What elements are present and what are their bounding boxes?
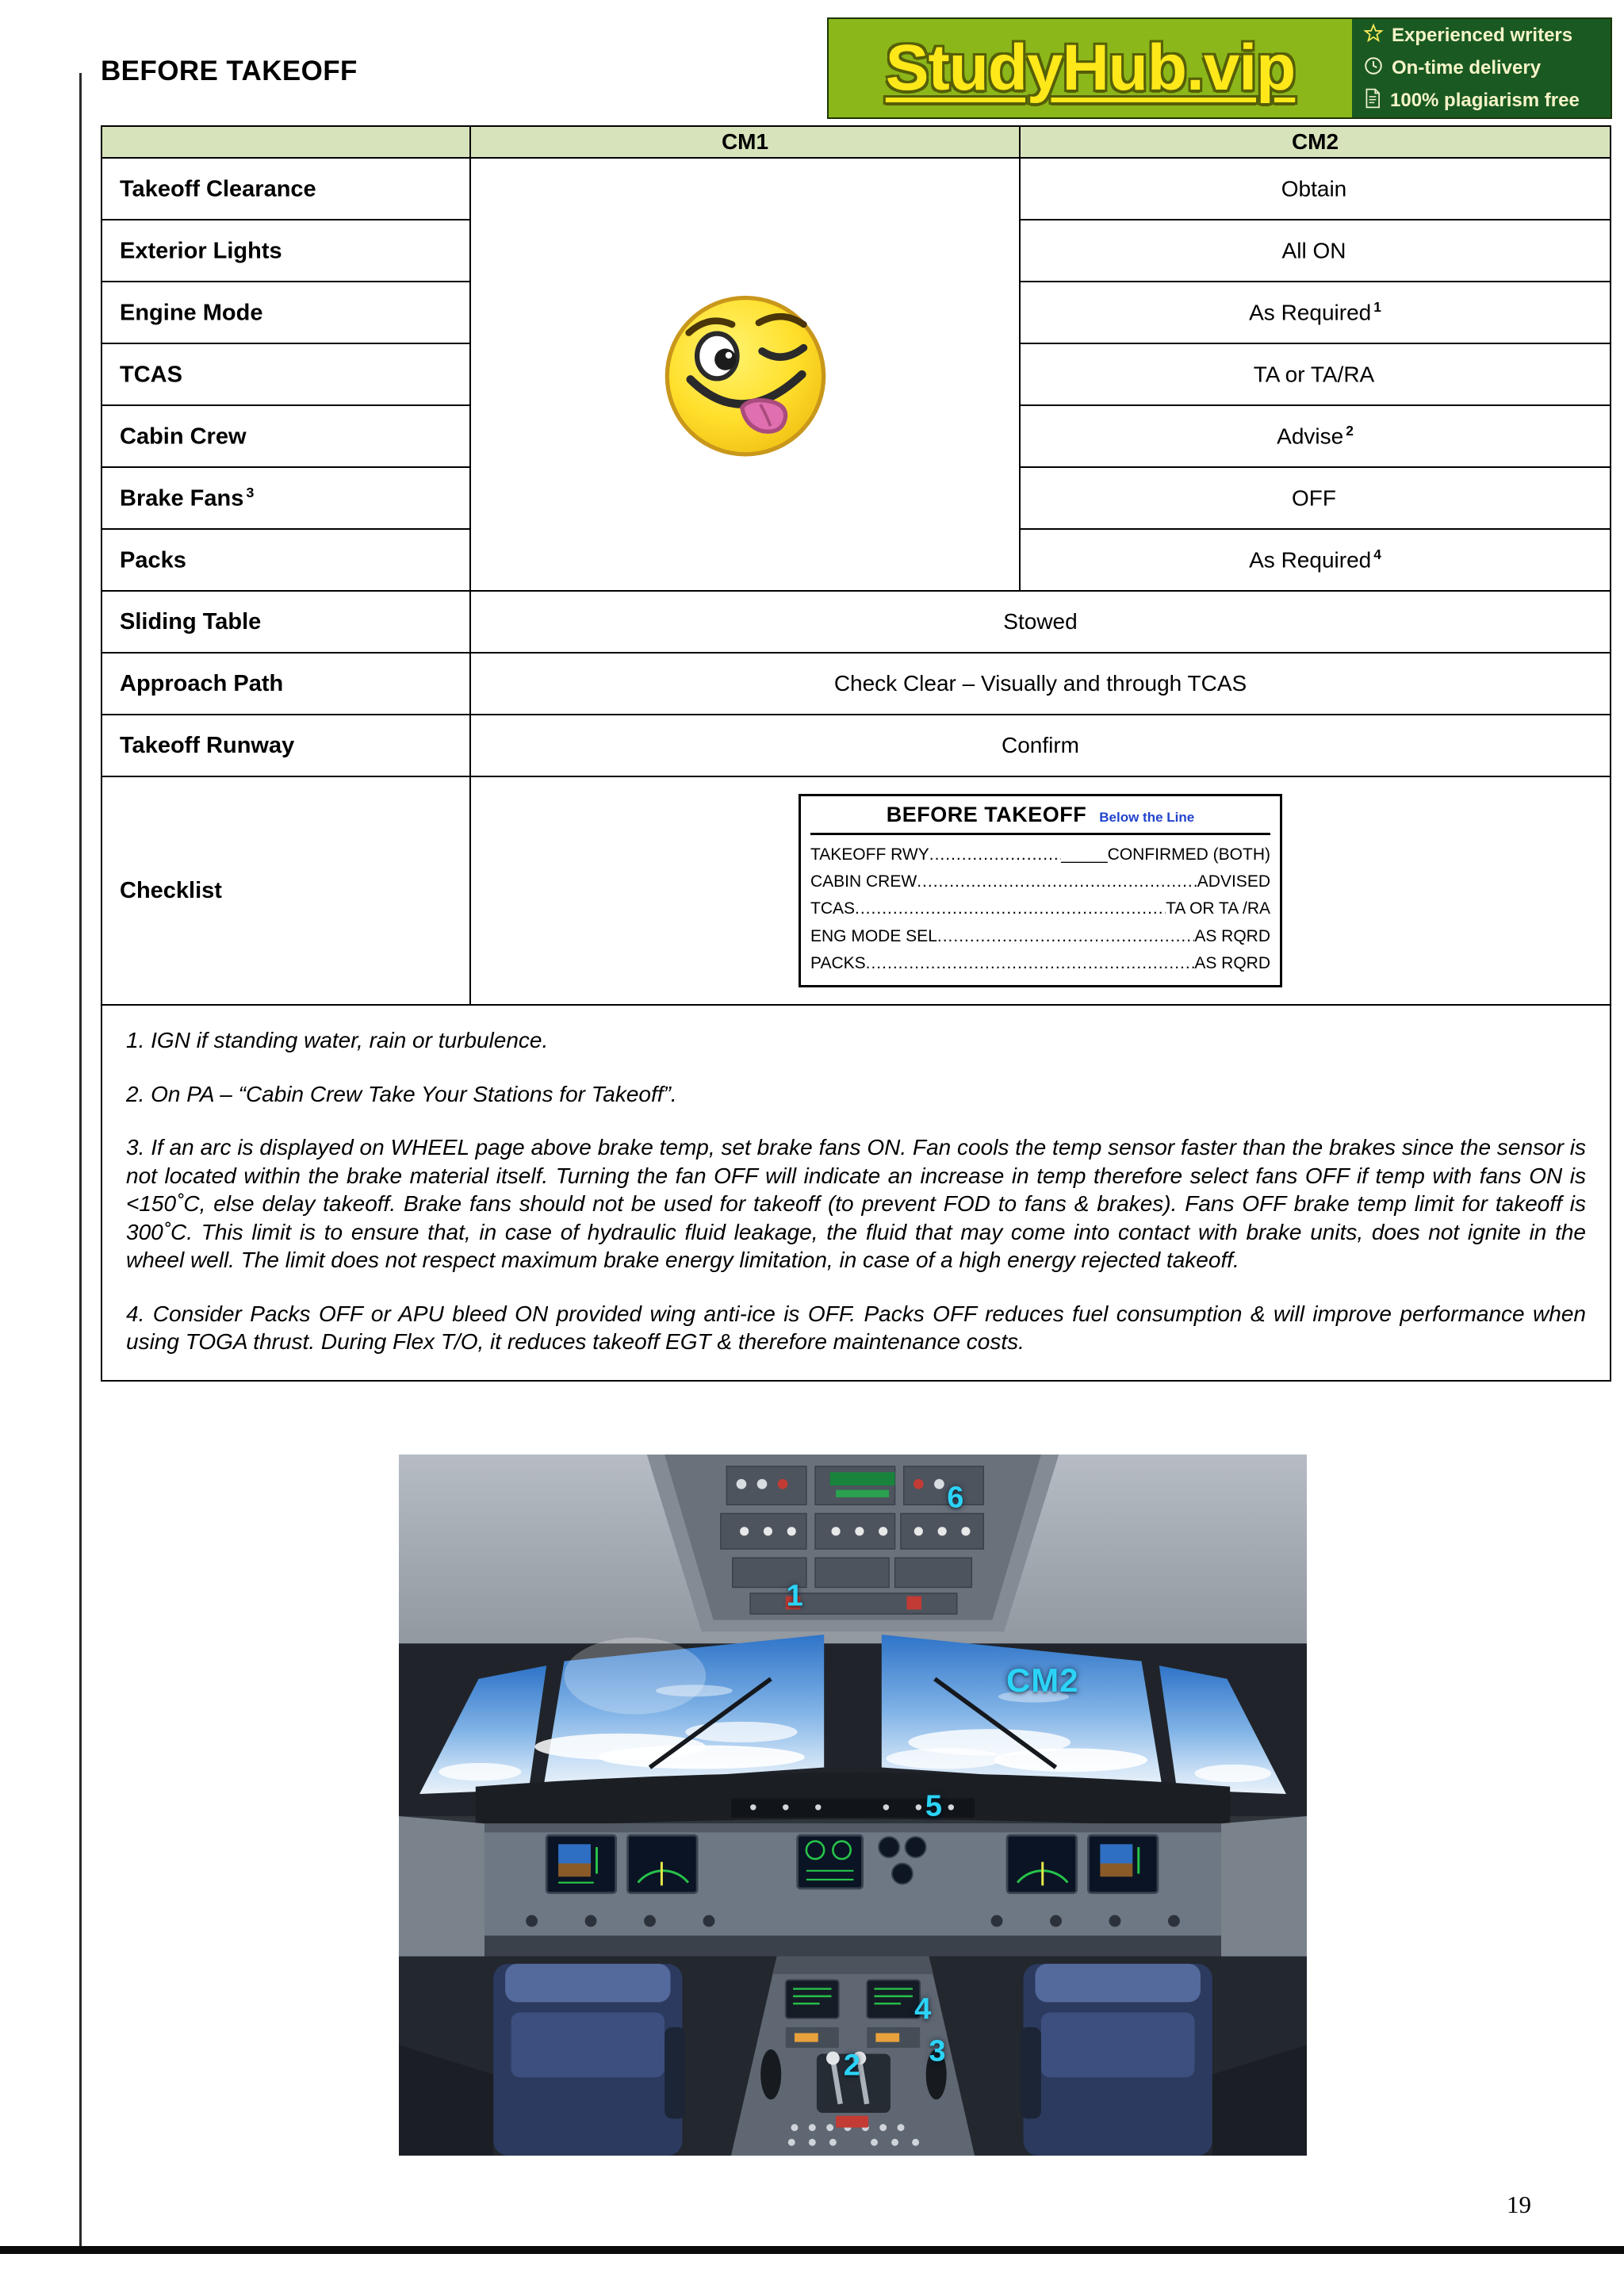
row-label: Approach Path — [102, 653, 470, 715]
table-header-row — [102, 126, 1611, 158]
checklist-cell — [470, 776, 1611, 1005]
table-row — [102, 158, 1611, 220]
footnote-2: 2. On PA – “Cabin Crew Take Your Stations for Takeoff”. — [126, 1081, 677, 1106]
page-border-bottom — [0, 2246, 1624, 2254]
banner-feature — [1363, 23, 1599, 49]
annotation-2: 2 — [843, 2049, 860, 2083]
table-header-cm2: CM2 — [1020, 126, 1611, 158]
checklist-box — [799, 794, 1282, 987]
banner-feature-text: 100% plagiarism free — [1390, 90, 1580, 111]
footnote-4: 4. Consider Packs OFF or APU bleed ON provided wing anti-ice is OFF. Packs OFF reduces fuel consumption & will improve performance when using TOGA thrust. During Flex T/O, it reduces takeoff EGT & therefore maintenance costs. — [126, 1301, 1586, 1355]
row-label: Takeoff Runway — [102, 715, 470, 776]
row-label: TCAS — [102, 343, 470, 405]
row-value: Advise $^2$ — [1020, 405, 1611, 467]
clock-icon — [1363, 56, 1384, 82]
studyhub-logo: StudyHub.vip — [829, 19, 1352, 117]
checklist-item: PACKS ..... AS RQRD — [810, 950, 1270, 977]
checklist-item: CABIN CREW ..... ADVISED — [810, 868, 1270, 895]
winking-smiley-emoji — [645, 273, 845, 473]
row-value: OFF — [1020, 467, 1611, 529]
row-label: Brake Fans $^3$ — [102, 467, 470, 529]
cockpit-photo — [399, 1455, 1307, 2156]
annotation-6: 6 — [947, 1481, 964, 1515]
row-value: All ON — [1020, 220, 1611, 282]
checklist-box-header — [810, 803, 1270, 835]
row-label: Takeoff Clearance — [102, 158, 470, 220]
row-value: Confirm — [470, 715, 1611, 776]
banner-feature — [1363, 56, 1599, 82]
dotted-leader — [929, 841, 1062, 868]
banner-feature — [1363, 88, 1599, 114]
annotation-5: 5 — [925, 1789, 942, 1823]
row-value: Obtain — [1020, 158, 1611, 220]
row-value: As Required $^4$ — [1020, 529, 1611, 591]
row-label: Exterior Lights — [102, 220, 470, 282]
table-row-checklist — [102, 776, 1611, 1005]
row-label: Cabin Crew — [102, 405, 470, 467]
footnotes-cell — [102, 1005, 1611, 1381]
annotation-1: 1 — [786, 1579, 803, 1613]
table-row — [102, 653, 1611, 715]
checklist-item: TAKEOFF RWY ..... _____CONFIRMED (BOTH) — [810, 841, 1270, 868]
before-takeoff-table — [101, 125, 1611, 1382]
page-border-left — [79, 73, 82, 2252]
table-header-cm1: CM1 — [470, 126, 1020, 158]
annotation-3: 3 — [929, 2034, 946, 2068]
row-value: Stowed — [470, 591, 1611, 653]
document-icon — [1363, 88, 1382, 114]
row-label: Sliding Table — [102, 591, 470, 653]
table-row — [102, 591, 1611, 653]
page-number: 19 — [1507, 2191, 1531, 2218]
row-label: Engine Mode — [102, 282, 470, 343]
checklist-item: ENG MODE SEL ..... AS RQRD — [810, 923, 1270, 950]
checklist-box-subtitle: Below the Line — [1099, 810, 1195, 826]
banner-feature-text: On-time delivery — [1392, 57, 1542, 79]
row-label: Packs — [102, 529, 470, 591]
dotted-leader — [937, 923, 1194, 950]
row-label: Checklist — [102, 776, 470, 1005]
dotted-leader — [855, 895, 1166, 922]
checklist-box-title: BEFORE TAKEOFF — [886, 803, 1087, 827]
row-value: TA or TA/RA — [1020, 343, 1611, 405]
footnote-1: 1. IGN if standing water, rain or turbulence. — [126, 1028, 549, 1052]
cm1-smiley-cell — [470, 158, 1020, 591]
page-title: BEFORE TAKEOFF — [101, 56, 358, 86]
dotted-leader — [866, 950, 1195, 977]
checklist-item: TCAS ..... TA OR TA /RA — [810, 895, 1270, 922]
table-row — [102, 715, 1611, 776]
banner-feature-text: Experienced writers — [1392, 25, 1573, 46]
studyhub-banner — [827, 17, 1612, 119]
footnote-3: 3. If an arc is displayed on WHEEL page above brake temp, set brake fans ON. Fan cools the temp sensor faster than the brakes since the sensor is not located within the brake material itself. Turning the fan OFF will indicate an increase in temp therefore select fans OFF if temp with fans ON is <150˚C, else delay takeoff. Brake fans should not be used for takeoff (to prevent FOD to fans & brakes). Fans OFF brake temp limit for takeoff is 300˚C. This limit is to ensure that, in case of hydraulic fluid leakage, the fluid that may come into contact with brake units, does not ignite in the wheel well. The limit does not respect maximum brake energy limitation, in case of a high energy rejected takeoff. — [126, 1135, 1586, 1273]
dotted-leader — [917, 868, 1197, 895]
row-value: Check Clear – Visually and through TCAS — [470, 653, 1611, 715]
annotation-cm2: CM2 — [1005, 1661, 1079, 1699]
star-icon — [1363, 23, 1384, 49]
banner-feature-list — [1352, 19, 1611, 117]
annotation-4: 4 — [914, 1992, 932, 2026]
table-row-notes — [102, 1005, 1611, 1381]
table-header-blank — [102, 126, 470, 158]
row-value: As Required $^1$ — [1020, 282, 1611, 343]
